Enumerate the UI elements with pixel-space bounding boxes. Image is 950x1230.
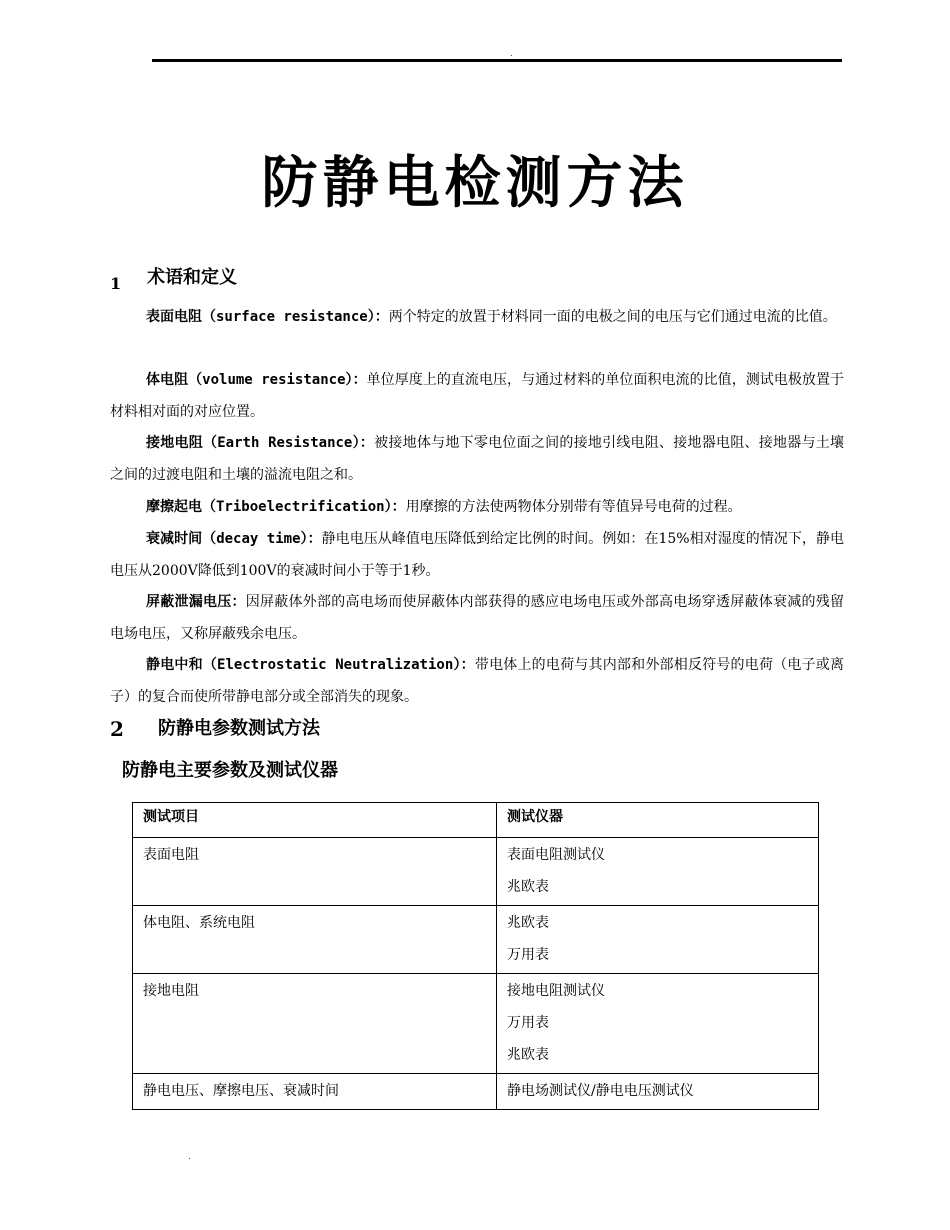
instrument-text: 万用表 <box>507 1015 549 1031</box>
header-dot: . <box>510 49 513 59</box>
section-2-heading <box>110 717 510 745</box>
table-header-row <box>133 803 819 838</box>
definition-english-term: （surface resistance）： <box>202 309 389 325</box>
definition-english-term: （decay time）： <box>202 531 322 547</box>
table-heading: 防静电主要参数及测试仪器 <box>122 760 338 781</box>
section-1-title: 术语和定义 <box>147 267 237 288</box>
definition-term: 衰减时间 <box>146 531 203 547</box>
definition-english-term: （volume resistance）： <box>188 372 367 388</box>
definition-body: 静电电压从峰值电压降低到给定比例的时间。例如：在15%相对湿度的情况下，静电电压从2000V降低到100V的衰减时间小于等于1秒。 <box>110 531 844 579</box>
definition-term: 屏蔽泄漏电压 <box>146 594 232 610</box>
definition-body: 被接地体与地下零电位面之间的接地引线电阻、接地器电阻、接地器与土壤之间的过渡电阻和土壤的溢流电阻之和。 <box>110 435 845 483</box>
section-1-number: 1 <box>110 274 122 293</box>
definition-english-term: （Electrostatic Neutralization）： <box>202 657 475 673</box>
definition-term: 静电中和 <box>146 657 203 673</box>
cell-instruments <box>497 974 819 1074</box>
definition-body: 单位厚度上的直流电压，与通过材料的单位面积电流的比值，测试电极放置于材料相对面的对应位置。 <box>110 372 844 420</box>
instrument-text: 静电场测试仪/静电电压测试仪 <box>507 1083 694 1099</box>
cell-instruments <box>497 906 819 974</box>
footer-dot: . <box>188 1152 191 1162</box>
table-row <box>133 906 819 974</box>
parameter-table <box>132 802 819 1110</box>
definition-body: 带电体上的电荷与其内部和外部相反符号的电荷（电子或离子）的复合而使所带静电部分或全部消失的现象。 <box>110 657 844 705</box>
item-text: 表面电阻 <box>143 847 199 863</box>
cell-test-item <box>133 1074 497 1110</box>
header-rule <box>152 59 842 62</box>
definition-electrostatic-neutralization <box>110 650 844 713</box>
definition-body: 因屏蔽体外部的高电场而使屏蔽体内部获得的感应电场电压或外部高电场穿透屏蔽体衰减的残留电场电压，又称屏蔽残余电压。 <box>110 594 844 642</box>
item-text: 体电阻、系统电阻 <box>143 915 255 931</box>
definition-term: 摩擦起电 <box>146 499 202 515</box>
cell-test-item <box>133 838 497 906</box>
instrument-text: 表面电阻测试仪 <box>507 847 605 863</box>
header-test-instrument: 测试仪器 <box>497 803 819 838</box>
instrument-text: 兆欧表 <box>507 1047 549 1063</box>
instrument-text: 兆欧表 <box>507 879 549 895</box>
definition-earth-resistance <box>110 428 844 491</box>
definition-term: 接地电阻 <box>146 435 203 451</box>
table-row <box>133 1074 819 1110</box>
definition-volume-resistance <box>110 365 844 428</box>
instrument-text: 兆欧表 <box>507 915 549 931</box>
instrument-text: 万用表 <box>507 947 549 963</box>
definition-term: 体电阻 <box>146 372 189 388</box>
section-2-number: 2 <box>110 717 124 741</box>
table-row <box>133 974 819 1074</box>
item-text: 静电电压、摩擦电压、衰减时间 <box>143 1083 339 1099</box>
instrument-text: 接地电阻测试仪 <box>507 983 605 999</box>
definition-decay-time <box>110 524 844 587</box>
definition-body: 两个特定的放置于材料同一面的电极之间的电压与它们通过电流的比值。 <box>388 309 837 325</box>
header-test-item: 测试项目 <box>133 803 497 838</box>
table-row <box>133 838 819 906</box>
section-2-title: 防静电参数测试方法 <box>158 718 320 739</box>
definition-shielding-leakage-voltage <box>110 587 844 650</box>
cell-instruments <box>497 1074 819 1110</box>
definition-body: 用摩擦的方法使两物体分别带有等值异号电荷的过程。 <box>405 499 742 515</box>
definition-triboelectrification <box>110 492 844 524</box>
definition-english-term: （Triboelectrification）： <box>202 499 406 515</box>
cell-test-item <box>133 974 497 1074</box>
definition-colon: ： <box>231 594 246 610</box>
cell-test-item <box>133 906 497 974</box>
section-1-heading <box>110 266 410 296</box>
definition-term: 表面电阻 <box>146 309 202 325</box>
definition-english-term: （Earth Resistance）： <box>203 435 375 451</box>
definition-surface-resistance <box>110 302 844 334</box>
page-title: 防静电检测方法 <box>261 150 689 216</box>
item-text: 接地电阻 <box>143 983 199 999</box>
cell-instruments <box>497 838 819 906</box>
